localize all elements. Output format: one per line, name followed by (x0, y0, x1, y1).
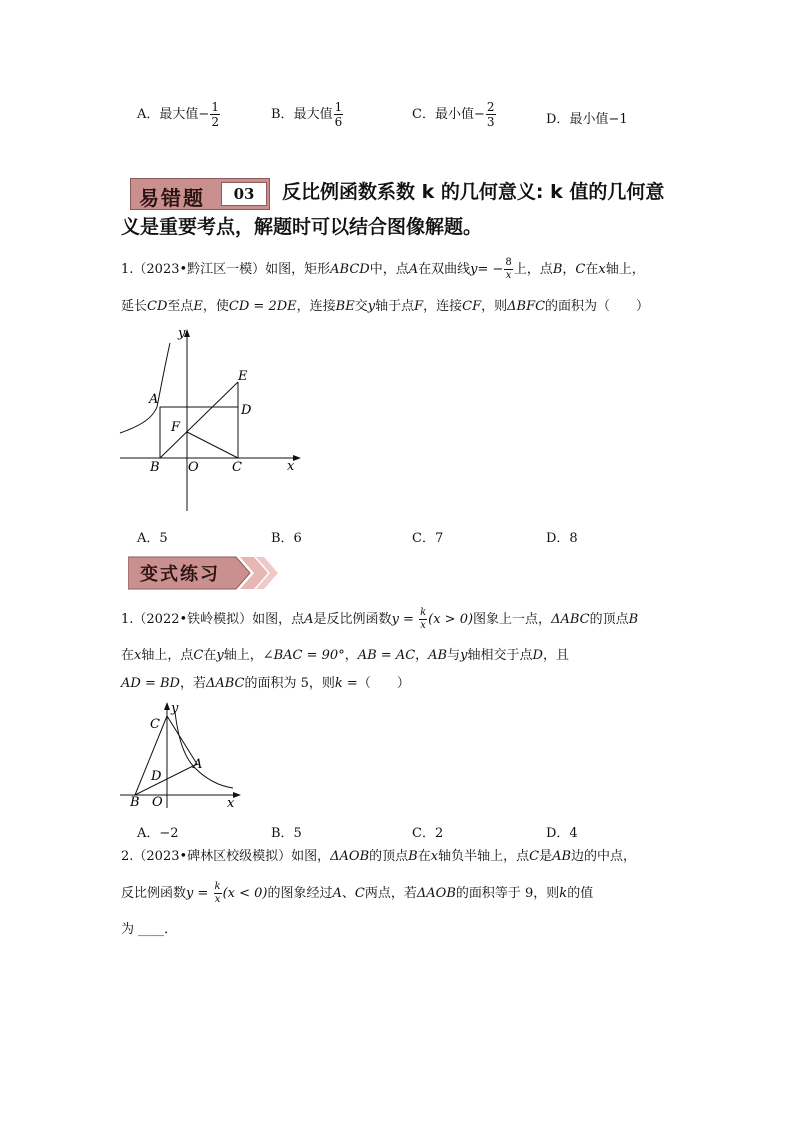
math-triangle: ΔABC (551, 612, 590, 627)
text: ， (562, 262, 576, 277)
math-b: B (552, 262, 563, 277)
section-tag-mistakes (130, 178, 270, 210)
text: 1.（2022•铁岭模拟）如图，点 (121, 612, 305, 627)
math-x: x (134, 648, 142, 663)
math-c: C (529, 849, 540, 864)
text: 为 (121, 922, 135, 937)
option-text: 最大值 (293, 107, 333, 122)
option-sign: − (198, 107, 210, 122)
fraction (419, 608, 427, 631)
fraction-numerator: 2 (486, 100, 495, 114)
fraction-numerator: 8 (505, 257, 512, 268)
math-cf: CF (462, 299, 482, 314)
math-c: C (354, 886, 365, 901)
v1-option-c: C．2 (412, 826, 444, 841)
label-d: D (241, 403, 252, 418)
text: 的图象经过 (267, 886, 333, 901)
fraction (486, 101, 496, 128)
math-c: C (193, 648, 204, 663)
section-title-line2: 义是重要考点，解题时可以结合图像解题。 (121, 216, 483, 238)
hyperbola (120, 343, 170, 433)
text: 在双曲线 (418, 262, 471, 277)
text: 在 (203, 648, 217, 663)
fraction (504, 258, 512, 281)
math-sign: = − (477, 262, 504, 277)
math-triangle: ΔAOB (330, 849, 370, 864)
label-a: A (149, 392, 159, 407)
text: ，连接 (296, 299, 336, 314)
text: ，使 (202, 299, 229, 314)
label-x: x (227, 796, 235, 811)
text: 在 (585, 262, 599, 277)
label-y: y (171, 701, 179, 716)
option-b (271, 101, 344, 128)
text: 交 (354, 299, 368, 314)
math-e: E (193, 299, 203, 314)
math-y: y = (186, 886, 213, 901)
math-ab: AB (552, 849, 572, 864)
text: 两点，若 (364, 886, 417, 901)
text: 轴上，点 (141, 648, 194, 663)
option-sign: − (473, 107, 485, 122)
text: 图象上一点， (473, 612, 552, 627)
math-k: k (334, 676, 343, 691)
text: 的顶点 (589, 612, 629, 627)
fraction-denominator: x (505, 270, 512, 281)
text: =（ ） (342, 676, 410, 691)
q1-option-d: D．8 (546, 531, 578, 546)
label-c: C (232, 460, 242, 475)
fraction-numerator: k (214, 881, 221, 892)
fraction (214, 882, 222, 905)
math-triangle: ΔABC (205, 676, 245, 691)
math-y: y = (391, 612, 419, 627)
math-y: y (216, 648, 224, 663)
label-a: A (193, 757, 203, 772)
v1-option-d: D．4 (546, 826, 578, 841)
option-c (412, 101, 497, 128)
text: 的面积为（ ） (545, 299, 650, 314)
math-a: A (332, 886, 342, 901)
text: 2.（2023•碑林区校级模拟）如图， (121, 849, 331, 864)
text: ， (415, 648, 429, 663)
fraction (210, 101, 220, 128)
text: 是反比例函数 (313, 612, 392, 627)
math-d: D (532, 648, 543, 663)
figure-1 (115, 325, 305, 515)
math-y: y (470, 262, 478, 277)
text: 边的中点， (571, 849, 637, 864)
segment-cf (187, 432, 238, 458)
q1-option-a: A．5 (137, 531, 168, 546)
math-a: A (304, 612, 314, 627)
fraction-denominator: x (420, 620, 426, 631)
math-abcd: ABCD (330, 262, 370, 277)
label-b: B (130, 795, 140, 810)
text: 1.（2023•黔江区一模）如图，矩形 (121, 262, 331, 277)
variant-1-line1 (121, 605, 638, 635)
math-ab: AB (428, 648, 448, 663)
math-a: A (408, 262, 419, 277)
label-f: F (171, 420, 181, 435)
text: ，连接 (423, 299, 463, 314)
text: 的值 (567, 886, 594, 901)
hyperbola (175, 712, 233, 788)
variant-2-line1 (121, 842, 636, 872)
text: 至点 (167, 299, 194, 314)
label-c: C (150, 717, 160, 732)
fraction-denominator: x (214, 894, 221, 905)
math-y: y (460, 648, 468, 663)
label-o: O (152, 795, 163, 810)
option-letter: B． (271, 107, 294, 122)
text: 的面积等于 9，则 (455, 886, 560, 901)
text: ，且 (542, 648, 569, 663)
math-x: x (430, 849, 439, 864)
option-d (546, 108, 628, 127)
text: 、 (341, 886, 355, 901)
variant-1-line2 (121, 641, 569, 671)
text: 反比例函数 (121, 886, 187, 901)
option-letter: D． (546, 112, 570, 127)
fraction (334, 101, 344, 128)
math-k: k (559, 886, 568, 901)
v1-option-b: B．5 (271, 826, 302, 841)
variant-1-line3 (121, 669, 410, 699)
text: 的面积为 5，则 (244, 676, 335, 691)
banner-label: 变式练习 (140, 564, 220, 585)
fraction-numerator: 1 (334, 100, 343, 114)
fraction-denominator: 3 (486, 115, 495, 129)
question-1-line1 (121, 255, 645, 285)
question-1-line2 (121, 292, 649, 322)
text: 轴相交于点 (467, 648, 533, 663)
math-b: B (408, 849, 418, 864)
q1-option-c: C．7 (412, 531, 444, 546)
math-cd: CD (147, 299, 168, 314)
label-y: y (178, 326, 186, 341)
answer-blank[interactable]: ____ (138, 922, 165, 937)
text: 的顶点 (369, 849, 409, 864)
option-text: 最小值 (434, 107, 474, 122)
text: 是 (539, 849, 553, 864)
math-equal-sides: AB = AC (357, 648, 416, 663)
fraction-denominator: 6 (334, 115, 343, 129)
text: 在 (121, 648, 135, 663)
label-o: O (188, 460, 199, 475)
math-be: BE (335, 299, 355, 314)
q1-option-b: B．6 (271, 531, 302, 546)
triangle-abc (135, 716, 197, 795)
math-f: F (414, 299, 424, 314)
section-tag-number: 03 (221, 182, 267, 206)
math-angle: ∠BAC = 90° (262, 648, 345, 663)
text: 轴上， (605, 262, 645, 277)
text: 轴负半轴上，点 (438, 849, 530, 864)
text: 轴上， (223, 648, 263, 663)
fraction-numerator: 1 (211, 100, 219, 114)
text: 轴于点 (375, 299, 415, 314)
text: ， (344, 648, 358, 663)
math-y: y (367, 299, 376, 314)
text: ，则 (481, 299, 508, 314)
text: ． (164, 922, 178, 937)
label-e: E (238, 369, 248, 384)
v1-option-a: A．−2 (137, 826, 179, 841)
figure-2 (115, 700, 245, 812)
math-x: x (598, 262, 606, 277)
section-title-line1: 反比例函数系数 k 的几何意义: k 值的几何意 (282, 181, 665, 203)
math-c: C (575, 262, 586, 277)
math-triangle: ΔAOB (416, 886, 456, 901)
math-b: B (628, 612, 639, 627)
text: 中，点 (369, 262, 409, 277)
option-letter: A． (137, 107, 160, 122)
math-triangle: ΔBFC (507, 299, 546, 314)
option-letter: C． (412, 107, 435, 122)
text: 在 (417, 849, 431, 864)
fraction-numerator: k (420, 607, 427, 618)
label-b: B (150, 460, 160, 475)
label-d: D (151, 769, 162, 784)
math-condition: (x < 0) (222, 886, 268, 901)
math-condition: (x > 0) (428, 612, 474, 627)
text: ，若 (179, 676, 206, 691)
variant-2-line2 (121, 879, 593, 909)
section-tag-label: 易错题 (139, 186, 205, 210)
y-arrow-icon (164, 702, 170, 710)
section-banner-practice (128, 555, 278, 591)
text: 上，点 (513, 262, 553, 277)
option-text: 最大值 (159, 107, 199, 122)
math-condition: AD = BD (121, 676, 180, 691)
text: 与 (447, 648, 461, 663)
option-a (137, 101, 221, 128)
variant-2-line3 (121, 915, 177, 945)
math-condition: CD = 2DE (228, 299, 297, 314)
fraction-denominator: 2 (211, 115, 219, 129)
label-x: x (287, 459, 295, 474)
text: 延长 (121, 299, 148, 314)
option-text: 最小值−1 (569, 112, 628, 127)
